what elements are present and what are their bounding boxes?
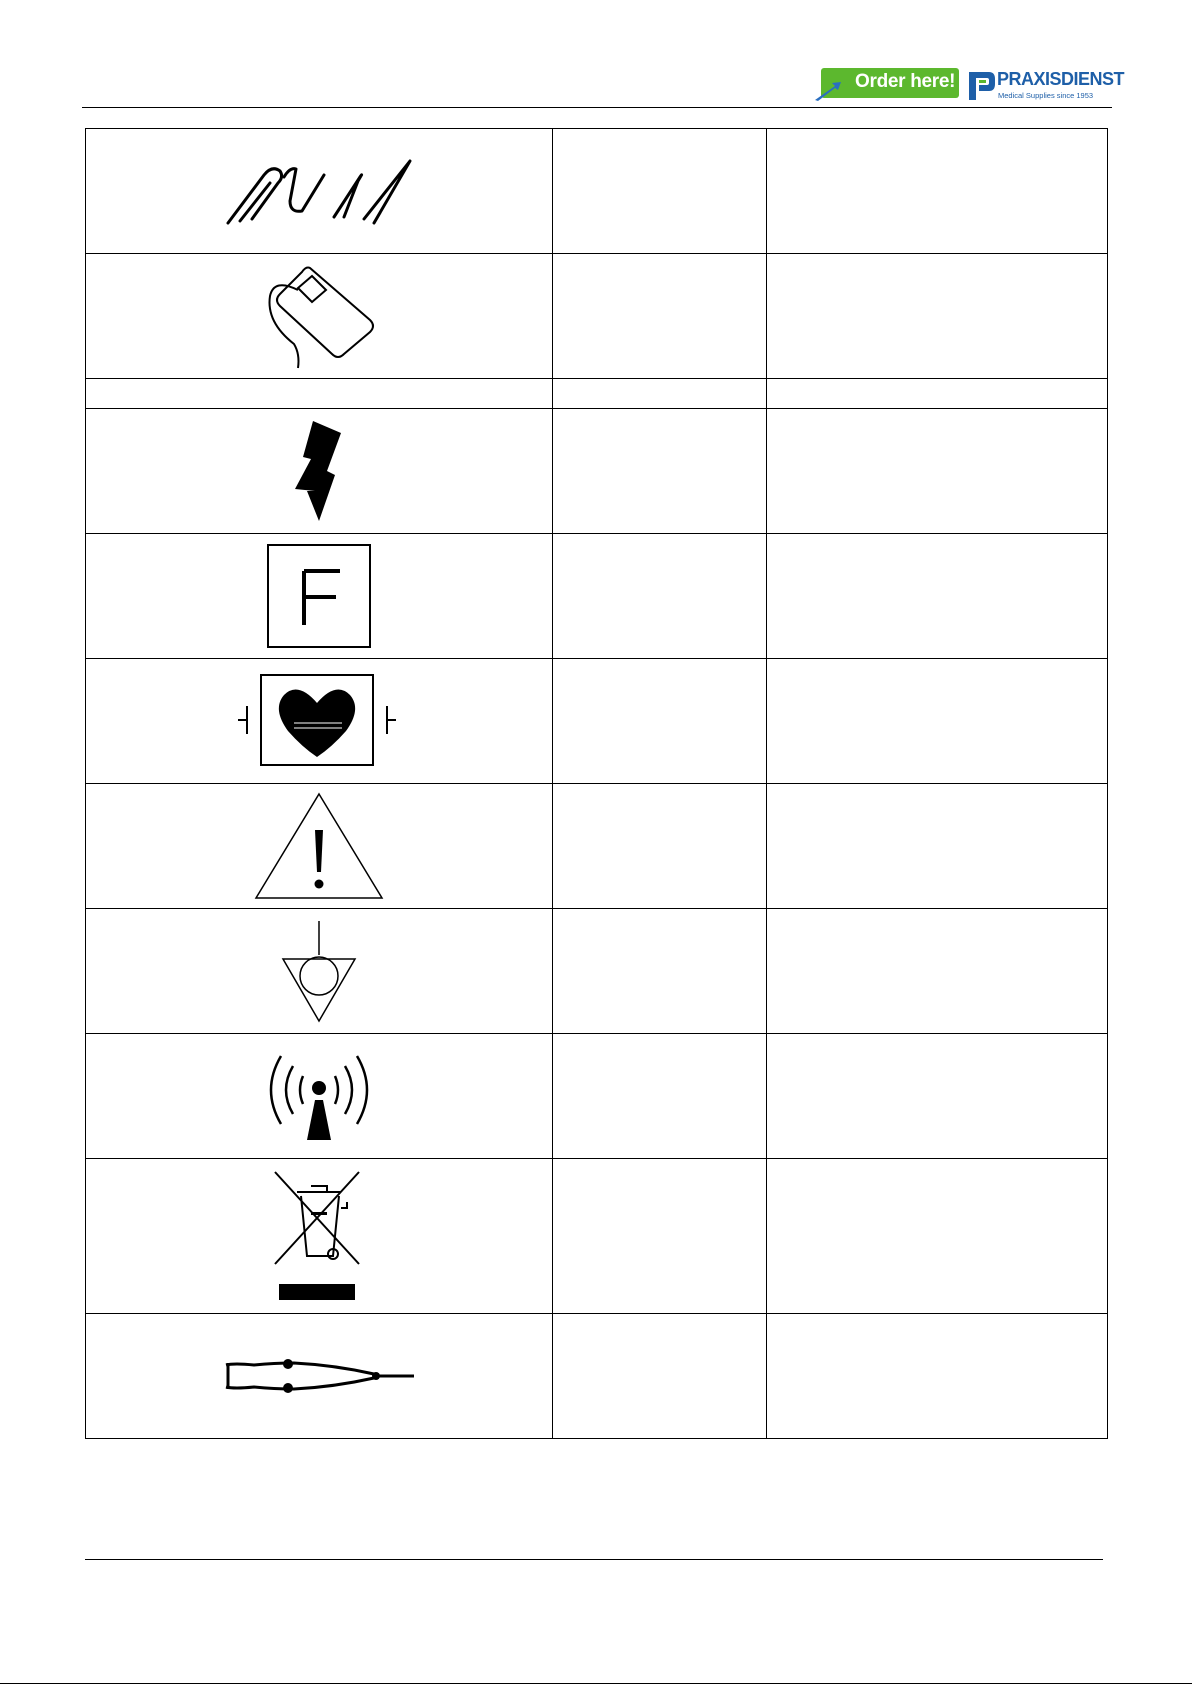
table-cell: [767, 659, 1108, 784]
table-row: [86, 784, 1108, 909]
symbol-cell: [86, 659, 553, 784]
praxisdienst-logo-mark-icon: [969, 72, 995, 100]
symbol-cell: [86, 254, 553, 379]
table-cell: [553, 254, 767, 379]
temperature-probe-icon: [224, 1359, 414, 1393]
table-cell: [767, 1034, 1108, 1159]
electrode-pad-icon: [254, 262, 384, 370]
table-cell: [767, 909, 1108, 1034]
symbol-cell: [86, 784, 553, 909]
order-here-button[interactable]: [821, 68, 959, 98]
ecg-lead-cable-icon: [224, 153, 414, 229]
footer-divider: [85, 1559, 1103, 1560]
table-cell: [767, 534, 1108, 659]
type-f-applied-part-icon: [266, 543, 372, 649]
symbol-cell: [86, 379, 553, 409]
symbol-cell: [86, 1034, 553, 1159]
symbol-cell: [86, 534, 553, 659]
table-row: [86, 1159, 1108, 1314]
table-cell: [553, 1314, 767, 1439]
table-cell: [767, 784, 1108, 909]
table-row: [86, 1034, 1108, 1159]
table-cell: [553, 1034, 767, 1159]
equipotential-icon: [281, 919, 357, 1023]
non-ionizing-radiation-icon: [267, 1050, 371, 1142]
table-cell: [553, 409, 767, 534]
page-bottom-divider: [0, 1683, 1192, 1684]
weee-crossed-bin-icon: [271, 1168, 367, 1304]
table-cell: [767, 129, 1108, 254]
warning-caution-icon: [254, 792, 384, 900]
table-cell: [767, 1159, 1108, 1314]
table-row: [86, 254, 1108, 379]
brand-name: PRAXISDIENST: [997, 69, 1125, 89]
table-cell: [553, 1159, 767, 1314]
table-row: [86, 379, 1108, 409]
symbol-cell: [86, 1159, 553, 1314]
table-row: [86, 909, 1108, 1034]
brand-tagline: Medical Supplies since 1953: [998, 91, 1094, 100]
table-row: [86, 1314, 1108, 1439]
table-cell: [767, 409, 1108, 534]
table-row: [86, 659, 1108, 784]
table-cell: [767, 1314, 1108, 1439]
table-row: [86, 129, 1108, 254]
header-divider: [82, 107, 1112, 108]
table-cell: [553, 129, 767, 254]
symbol-cell: [86, 409, 553, 534]
defibrillation-proof-type-cf-icon: [236, 673, 402, 769]
cursor-arrow-icon: [813, 80, 843, 102]
table-row: [86, 534, 1108, 659]
symbol-cell: [86, 1314, 553, 1439]
symbol-table: [85, 128, 1108, 1439]
table-cell: [553, 534, 767, 659]
table-cell: [553, 909, 767, 1034]
order-here-label: Order here!: [855, 71, 956, 92]
table-cell: [553, 379, 767, 409]
table-row: [86, 409, 1108, 534]
table-cell: [553, 784, 767, 909]
table-cell: [553, 659, 767, 784]
table-cell: [767, 379, 1108, 409]
table-cell: [767, 254, 1108, 379]
symbol-cell: [86, 909, 553, 1034]
high-voltage-icon: [289, 419, 349, 523]
symbol-cell: [86, 129, 553, 254]
